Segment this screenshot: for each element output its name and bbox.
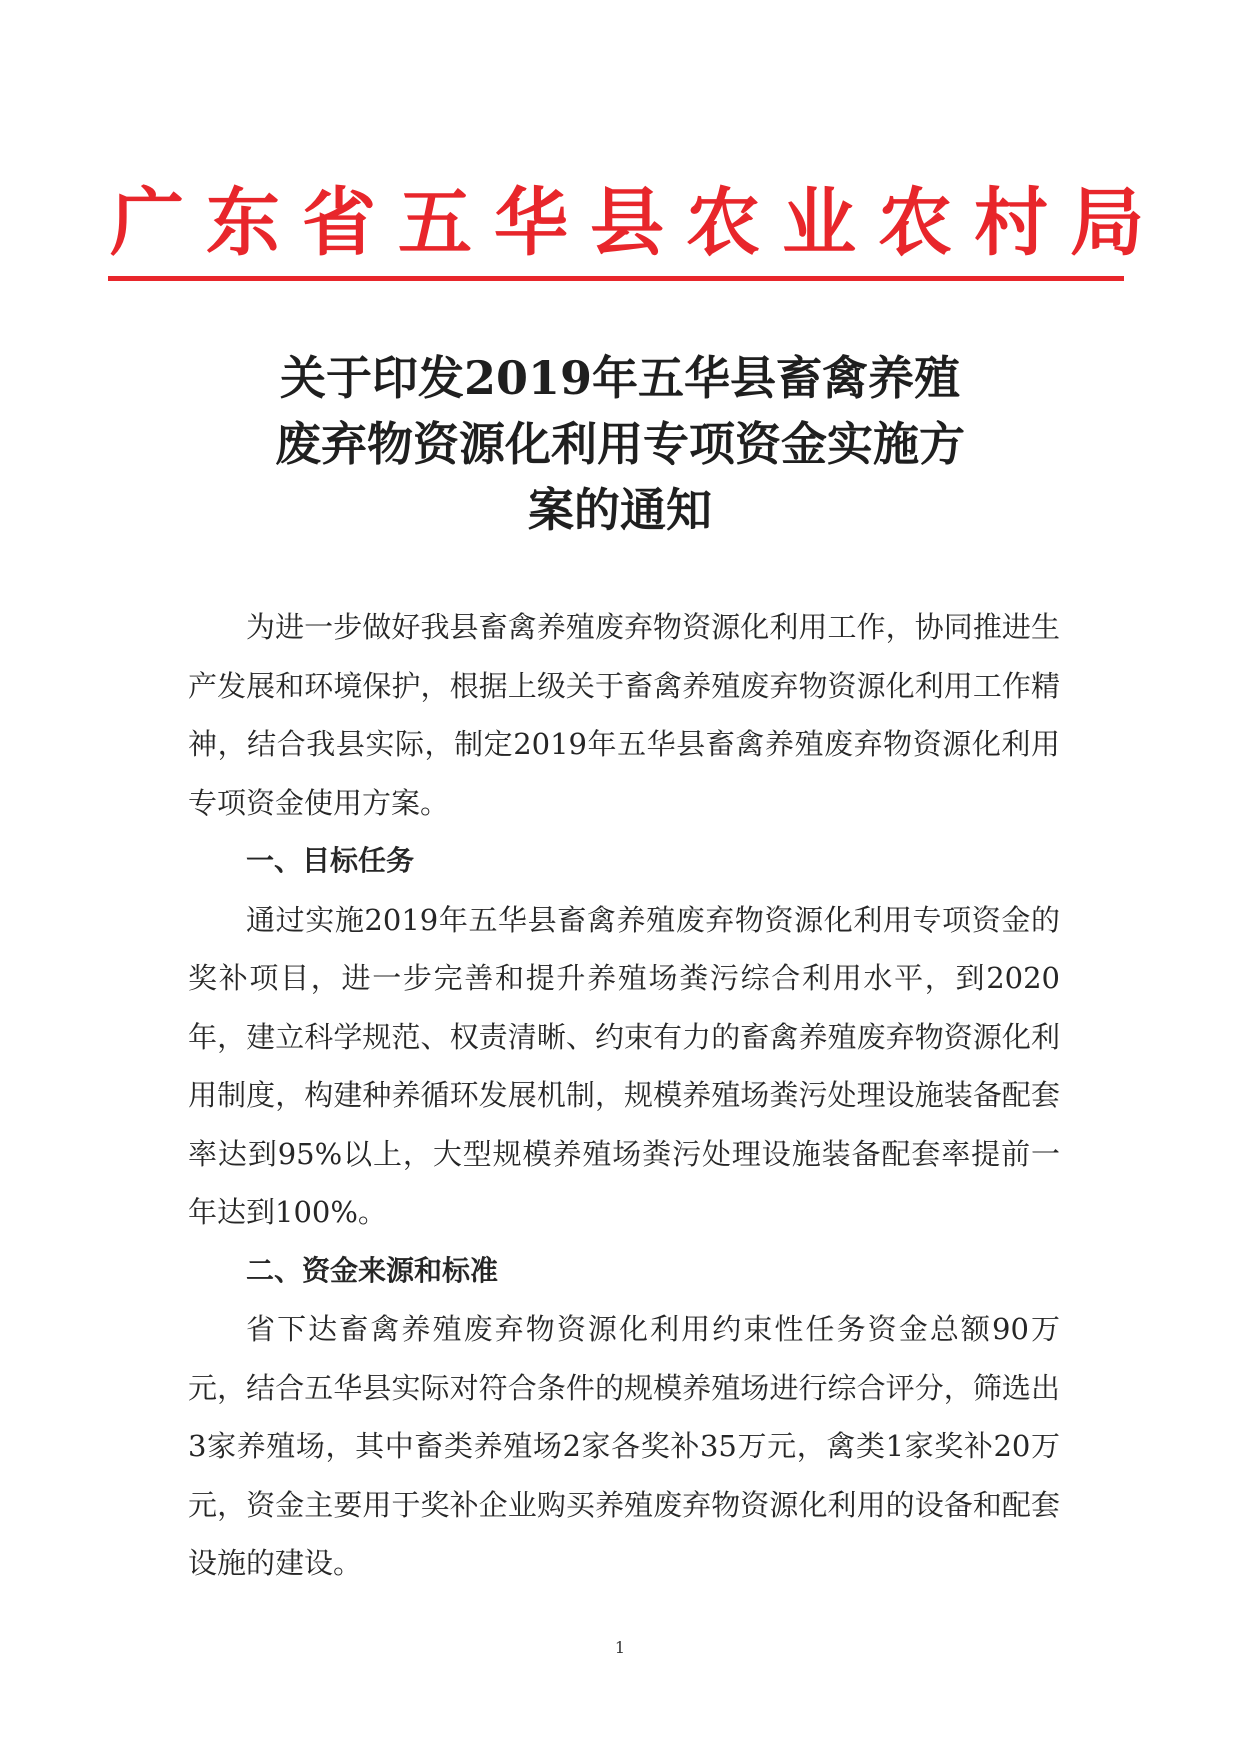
section-2-heading: 二、资金来源和标准 <box>246 1253 499 1287</box>
section-1-heading: 一、目标任务 <box>246 844 415 877</box>
agency-masthead: 广东省五华县农业农村局 <box>110 180 1166 266</box>
intro-paragraph: 为进一步做好我县畜禽养殖废弃物资源化利用工作，协同推进生产发展和环境保护，根据上级关于畜禽养殖废弃物资源化利用工作精神，结合我县实际，制定2019年五华县畜禽养殖废弃物资源化利用专项资金使用方案。 <box>188 610 1060 820</box>
section-2-paragraph: 省下达畜禽养殖废弃物资源化利用约束性任务资金总额90万元，结合五华县实际对符合条件的规模养殖场进行综合评分，筛选出3家养殖场，其中畜类养殖场2家各奖补35万元，禽类1家奖补20万元，资金主要用于奖补企业购买养殖废弃物资源化利用的设备和配套设施的建设。 <box>188 1312 1060 1580</box>
title-line-3: 案的通知 <box>528 483 712 537</box>
section-1-paragraph: 通过实施2019年五华县畜禽养殖废弃物资源化利用专项资金的奖补项目，进一步完善和提升养殖场粪污综合利用水平，到2020年，建立科学规范、权责清晰、约束有力的畜禽养殖废弃物资源化利用制度，构建种养循环发展机制，规模养殖场粪污处理设施装备配套率达到95%以上，大型规模养殖场粪污处理设施装备配套率提前一年达到100%。 <box>188 902 1060 1229</box>
title-line-1: 关于印发2019年五华县畜禽养殖 <box>279 351 961 405</box>
document-body <box>188 598 1060 1593</box>
document-title <box>180 345 1060 543</box>
masthead-red-rule <box>108 276 1124 281</box>
page-number: 1 <box>614 1638 626 1657</box>
title-line-2: 废弃物资源化利用专项资金实施方 <box>275 417 965 471</box>
